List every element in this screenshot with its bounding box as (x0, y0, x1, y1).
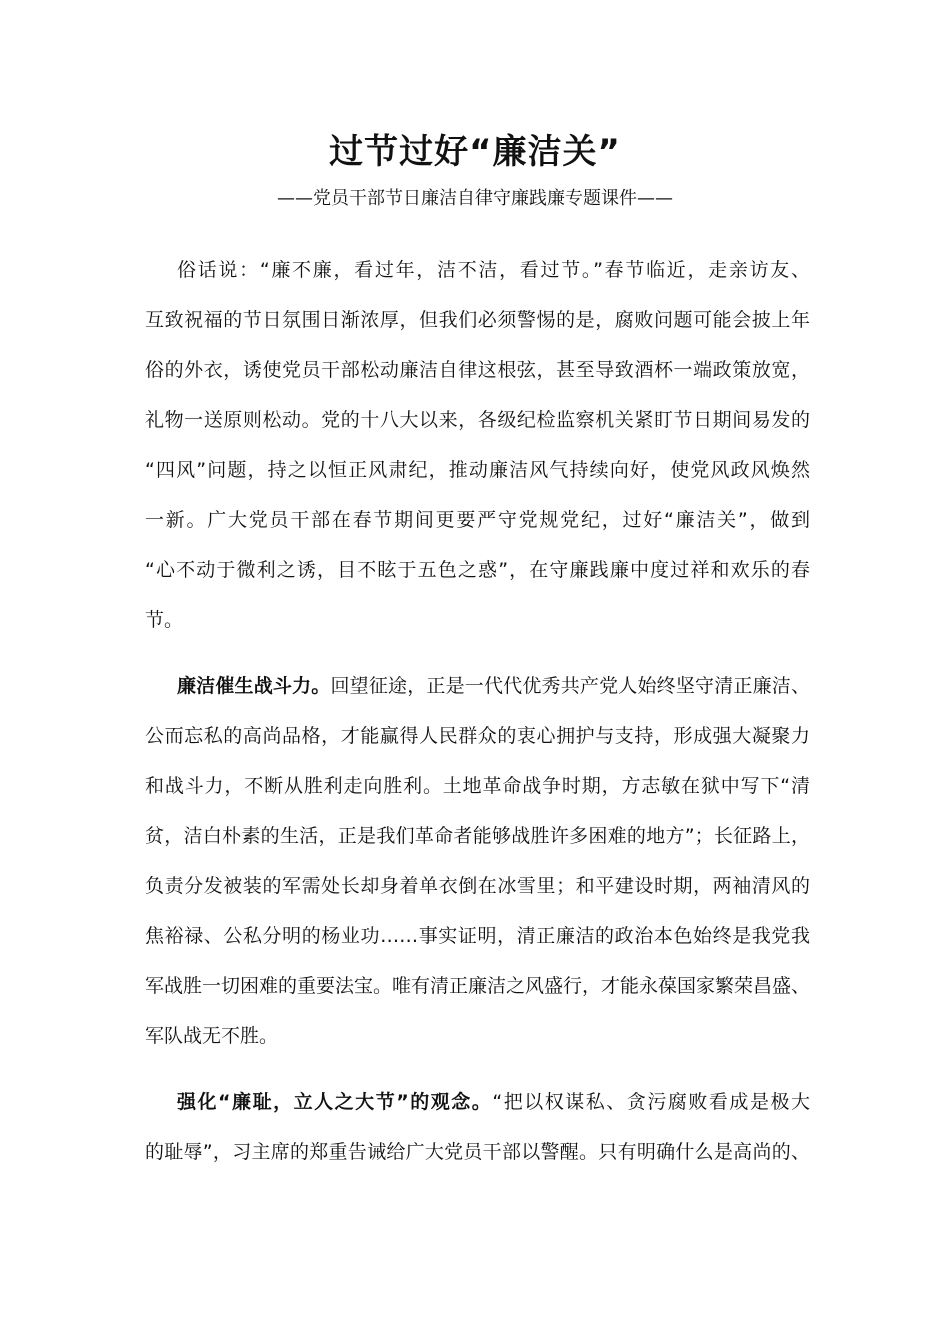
paragraph-integrity-strength (145, 673, 810, 1073)
paragraph-line: 军队战无不胜。 (145, 1025, 279, 1047)
paragraph-line: 一新。广大党员干部在春节期间更要严守党规党纪，过好“廉洁关”，做到 (145, 509, 810, 531)
paragraph-line (145, 673, 810, 723)
document-subtitle: ——党员干部节日廉洁自律守廉践廉专题课件—— (277, 188, 673, 209)
paragraph-lead-heading: 廉洁催生战斗力。 (177, 675, 331, 697)
paragraph-line-text: 回望征途，正是一代代优秀共产党人始终坚守清正廉洁、 (330, 675, 810, 697)
paragraph-line: 互致祝福的节日氛围日渐浓厚，但我们必须警惕的是，腐败问题可能会披上年 (145, 309, 810, 331)
paragraph-line: “心不动于微利之诱，目不眩于五色之惑”，在守廉践廉中度过祥和欢乐的春 (145, 559, 810, 581)
paragraph-line: 贫，洁白朴素的生活，正是我们革命者能够战胜许多困难的地方”；长征路上， (145, 825, 810, 847)
paragraph-line: 焦裕禄、公私分明的杨业功……事实证明，清正廉洁的政治本色始终是我党我 (145, 925, 810, 947)
paragraph-line: “四风”问题，持之以恒正风肃纪，推动廉洁风气持续向好，使党风政风焕然 (145, 459, 810, 481)
paragraph-line: 俗话说：“廉不廉，看过年，洁不洁，看过节。”春节临近，走亲访友、 (177, 259, 810, 281)
paragraph-sense-of-shame (145, 1089, 810, 1189)
paragraph-line: 负责分发被装的军需处长却身着单衣倒在冰雪里；和平建设时期，两袖清风的 (145, 875, 810, 897)
paragraph-line (145, 1089, 810, 1139)
paragraph-line: 和战斗力，不断从胜利走向胜利。土地革命战争时期，方志敏在狱中写下“清 (145, 775, 810, 797)
paragraph-line: 节。 (145, 609, 184, 631)
paragraph-line: 公而忘私的高尚品格，才能赢得人民群众的衷心拥护与支持，形成强大凝聚力 (145, 725, 810, 747)
paragraph-intro (145, 257, 810, 657)
paragraph-line: 的耻辱”，习主席的郑重告诫给广大党员干部以警醒。只有明确什么是高尚的、 (145, 1141, 810, 1163)
paragraph-line-text: “把以权谋私、贪污腐败看成是极大 (492, 1091, 810, 1113)
document-title: 过节过好“廉洁关” (329, 132, 621, 172)
paragraph-line: 礼物一送原则松动。党的十八大以来，各级纪检监察机关紧盯节日期间易发的 (145, 409, 810, 431)
paragraph-line: 俗的外衣，诱使党员干部松动廉洁自律这根弦，甚至导致酒杯一端政策放宽， (145, 359, 810, 381)
paragraph-line: 军战胜一切困难的重要法宝。唯有清正廉洁之风盛行，才能永葆国家繁荣昌盛、 (145, 975, 811, 997)
paragraph-lead-heading: 强化“廉耻，立人之大节”的观念。 (177, 1091, 493, 1113)
